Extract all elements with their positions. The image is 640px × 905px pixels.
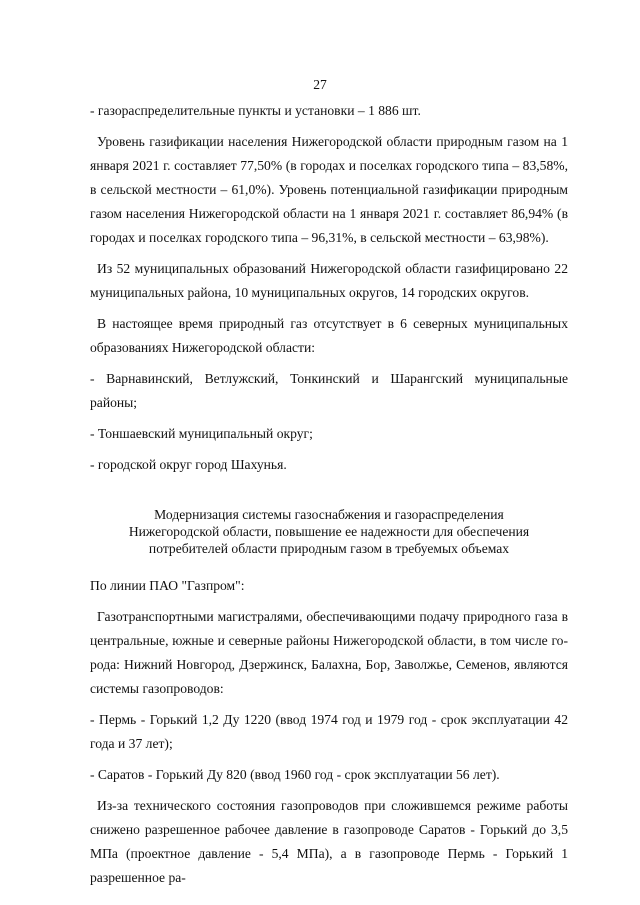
- paragraph-list-okrug: - Тоншаевский муниципальный округ;: [90, 426, 313, 441]
- paragraph-perm-gorky: - Пермь - Горький 1,2 Ду 1220 (ввод 1974 год и 1979 год - срок эксплуатации 42 года и 37 лет);: [90, 712, 568, 751]
- section-heading-line-3: потребителей области природным газом в требуемых объемах: [148, 541, 510, 556]
- section-heading: [90, 506, 568, 557]
- paragraph-saratov-gorky: - Саратов - Горький Ду 820 (ввод 1960 год - срок эксплуатации 56 лет).: [90, 767, 500, 782]
- paragraph-trunk-lines: Газотранспортными магистралями, обеспечивающими подачу природного газа в центральные, южные и северные районы Нижегородской области, в том числе го-рода: Нижний Новгород, Дзержинск, Балахна, Бор, Заволжье, Семенов, являются системы газопроводов:: [90, 609, 568, 696]
- document-body: [90, 99, 568, 897]
- paragraph-list-districts: - Варнавинский, Ветлужский, Тонкинский и Шарангский муниципальные районы;: [90, 371, 568, 410]
- section-heading-line-2: Нижегородской области, повышение ее надежности для обеспечения: [128, 524, 530, 539]
- page-number: 27: [313, 77, 327, 92]
- section-heading-line-1: Модернизация системы газоснабжения и газораспределения: [154, 507, 504, 522]
- paragraph-gasification-level: Уровень газификации населения Нижегородской области природным газом на 1 января 2021 г. составляет 77,50% (в городах и поселках городского типа – 83,58%, в сельской местности – 61,0%). Уровень потенциальной газификации природным газом населения Нижегородской области на 1 января 2021 г. составляет 86,94% (в городах и поселках городского типа – 96,31%, в сельской местности – 63,98%).: [90, 134, 568, 245]
- paragraph-pressure: Из-за технического состояния газопроводов при сложившемся режиме работы снижено разрешенное рабочее давление в газопроводе Саратов - Горький до 3,5 МПа (проектное давление - 5,4 МПа), а в газопроводе Пермь - Горький 1 разрешенное ра-: [90, 798, 568, 885]
- paragraph-no-gas: В настоящее время природный газ отсутствует в 6 северных муниципальных образованиях Нижегородской области:: [90, 316, 568, 355]
- paragraph-gas-points: - газораспределительные пункты и установки – 1 886 шт.: [90, 103, 421, 118]
- paragraph-gazprom: По линии ПАО "Газпром":: [90, 578, 245, 593]
- paragraph-municipalities: Из 52 муниципальных образований Нижегородской области газифицировано 22 муниципальных района, 10 муниципальных округов, 14 городских округов.: [90, 261, 568, 300]
- paragraph-list-city: - городской округ город Шахунья.: [90, 457, 287, 472]
